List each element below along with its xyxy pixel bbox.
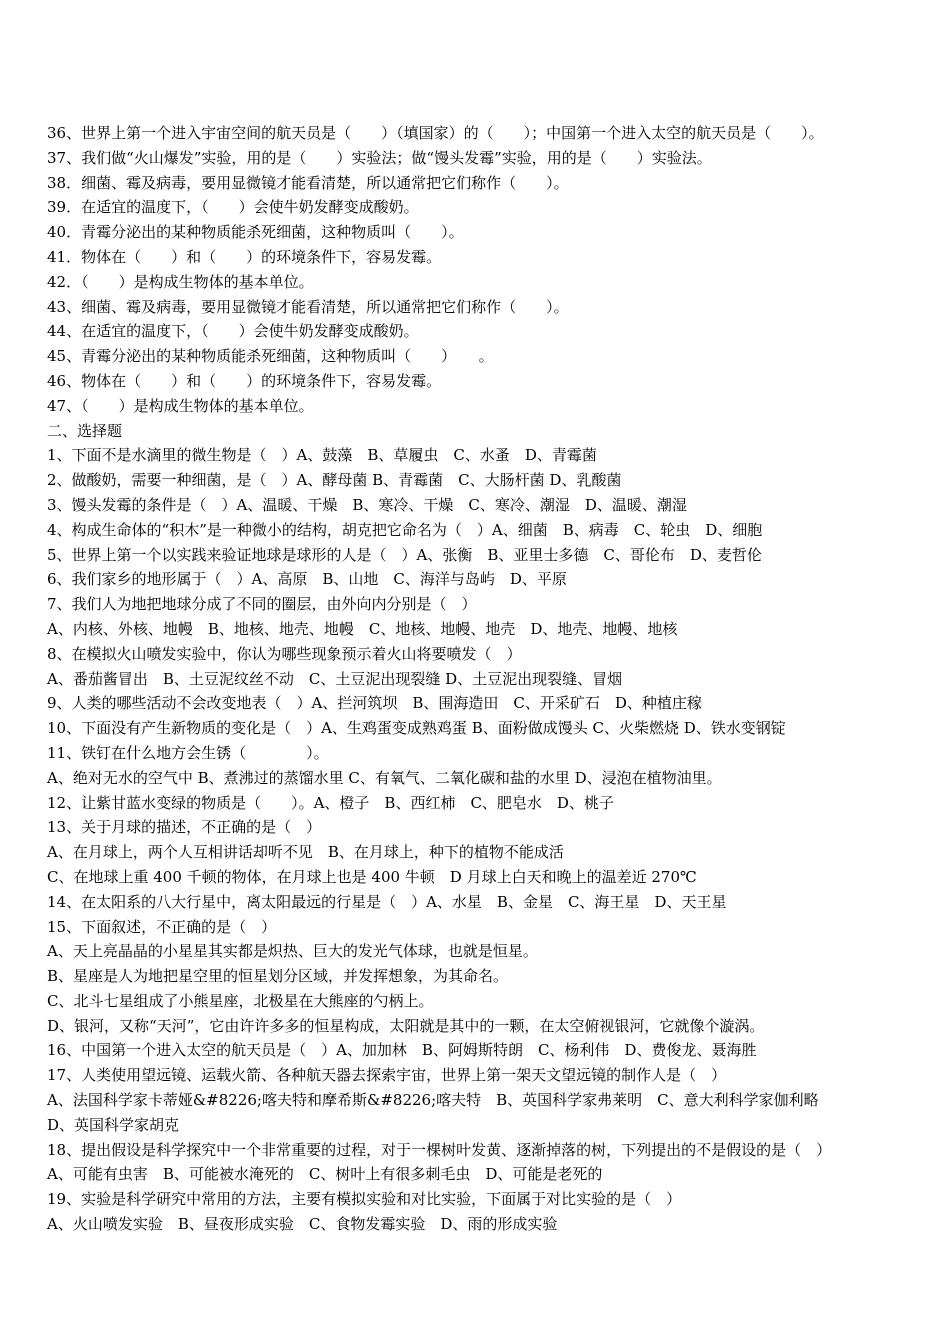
text-line: 16、中国第一个进入太空的航天员是（ ）A、加加林 B、阿姆斯特朗 C、杨利伟 D、费俊龙、聂海胜 (47, 1041, 757, 1060)
text-line: B、星座是人为地把星空里的恒星划分区域，并发挥想象，为其命名。 (47, 967, 509, 986)
text-line: D、英国科学家胡克 (47, 1115, 180, 1134)
text-line: 13、关于月球的描述，不正确的是（ ） (47, 818, 322, 837)
text-line: A、绝对无水的空气中 B、煮沸过的蒸馏水里 C、有氧气、二氧化碳和盐的水里 D、浸泡在植物油里。 (47, 768, 722, 787)
text-line: A、天上亮晶晶的小星星其实都是炽热、巨大的发光气体球，也就是恒星。 (47, 942, 538, 961)
text-line: 9、人类的哪些活动不会改变地表（ ）A、拦河筑坝 B、围海造田 C、开采矿石 D、种植庄稼 (47, 694, 702, 713)
text-line: A、内核、外核、地幔 B、地核、地壳、地幔 C、地核、地幔、地壳 D、地壳、地幔、地核 (47, 619, 678, 638)
text-line: C、在地球上重 400 千顿的物体，在月球上也是 400 牛顿 D 月球上白天和晚上的温差近 270℃ (47, 867, 697, 886)
text-line: 19、实验是科学研究中常用的方法，主要有模拟实验和对比实验，下面属于对比实验的是（ ） (47, 1190, 682, 1209)
text-line: 36、世界上第一个进入宇宙空间的航天员是（ ）（填国家）的（ ）；中国第一个进入太空的航天员是（ ）。 (47, 124, 824, 142)
text-line: 39．在适宜的温度下，（ ）会使牛奶发酵变成酸奶。 (47, 198, 419, 217)
text-line: A、可能有虫害 B、可能被水淹死的 C、树叶上有很多刺毛虫 D、可能是老死的 (47, 1165, 603, 1184)
text-line: 10、下面没有产生新物质的变化是（ ）A、生鸡蛋变成熟鸡蛋 B、面粉做成馒头 C、火柴燃烧 D、铁水变钢锭 (47, 719, 786, 738)
text-line: 41．物体在（ ）和（ ）的环境条件下，容易发霉。 (47, 247, 442, 266)
text-line: 46、物体在（ ）和（ ）的环境条件下，容易发霉。 (47, 371, 442, 390)
text-line: 37、我们做“火山爆发”实验，用的是（ ）实验法；做“馒头发霉”实验，用的是（ ）实验法。 (47, 148, 712, 167)
text-line: 6、我们家乡的地形属于（ ）A、高原 B、山地 C、海洋与岛屿 D、平原 (47, 570, 567, 589)
text-line: 15、下面叙述，不正确的是（ ） (47, 917, 277, 936)
text-line: 43、细菌、霉及病毒，要用显微镜才能看清楚，所以通常把它们称作（ ）。 (47, 297, 569, 316)
text-line: C、北斗七星组成了小熊星座，北极星在大熊座的勺柄上。 (47, 991, 434, 1010)
text-line: 18、提出假设是科学探究中一个非常重要的过程，对于一棵树叶发黄、逐渐掉落的树，下列提出的不是假设的是（ ） (47, 1140, 832, 1159)
text-line: 7、我们人为地把地球分成了不同的圈层，由外向内分别是（ ） (47, 595, 477, 614)
text-line: A、在月球上，两个人互相讲话却听不见 B、在月球上，种下的植物不能成活 (47, 843, 564, 862)
text-line: 14、在太阳系的八大行星中，离太阳最远的行星是（ ）A、水星 B、金星 C、海王星 D、天王星 (47, 892, 727, 911)
text-line: 4、构成生命体的“积木”是一种微小的结构，胡克把它命名为（ ）A、细菌 B、病毒 C、轮虫 D、细胞 (47, 520, 763, 539)
text-line: D、银河，又称“天河”，它由许许多多的恒星构成，太阳就是其中的一颗，在太空俯视银河，它就像个漩涡。 (47, 1016, 765, 1035)
text-line: 40．青霉分泌出的某种物质能杀死细菌，这种物质叫（ ）。 (47, 223, 464, 242)
section-heading: 二、选择题 (47, 421, 123, 440)
text-line: 45、青霉分泌出的某种物质能杀死细菌，这种物质叫（ ） 。 (47, 347, 494, 366)
text-line: 1、下面不是水滴里的微生物是（ ）A、鼓藻 B、草履虫 C、水蚤 D、青霉菌 (47, 446, 597, 465)
text-line: 44、在适宜的温度下，（ ）会使牛奶发酵变成酸奶。 (47, 322, 419, 341)
text-line: 17、人类使用望远镜、运载火箭、各种航天器去探索宇宙，世界上第一架天文望远镜的制作人是（ ） (47, 1066, 727, 1085)
text-line: 8、在模拟火山喷发实验中，你认为哪些现象预示着火山将要喷发（ ） (47, 644, 522, 663)
text-line: A、火山喷发实验 B、昼夜形成实验 C、食物发霉实验 D、雨的形成实验 (47, 1215, 558, 1234)
text-line: 38．细菌、霉及病毒，要用显微镜才能看清楚，所以通常把它们称作（ ）。 (47, 173, 569, 192)
text-line: 12、让紫甘蓝水变绿的物质是（ ）。A、橙子 B、西红柿 C、肥皂水 D、桃子 (47, 793, 614, 812)
text-line: A、法国科学家卡蒂娅&#8226;喀夫特和摩希斯&#8226;喀夫特 B、英国科学家弗莱明 C、意大利科学家伽利略 (47, 1091, 819, 1110)
text-line: 3、馒头发霉的条件是（ ）A、温暖、干燥 B、寒冷、干燥 C、寒冷、潮湿 D、温暖、潮湿 (47, 495, 687, 514)
text-line: 5、世界上第一个以实践来验证地球是球形的人是（ ）A、张衡 B、亚里士多德 C、哥伦布 D、麦哲伦 (47, 545, 762, 564)
text-line: 2、做酸奶，需要一种细菌，是（ ）A、酵母菌 B、青霉菌 C、大肠杆菌 D、乳酸菌 (47, 471, 622, 490)
text-line: A、番茄酱冒出 B、土豆泥纹丝不动 C、土豆泥出现裂缝 D、土豆泥出现裂缝、冒烟 (47, 669, 623, 688)
text-line: 42．（ ）是构成生物体的基本单位。 (47, 272, 314, 291)
text-line: 47、（ ）是构成生物体的基本单位。 (47, 396, 314, 415)
text-line: 11、铁钉在什么地方会生锈（ ）。 (47, 743, 329, 762)
document-body (47, 121, 942, 1237)
